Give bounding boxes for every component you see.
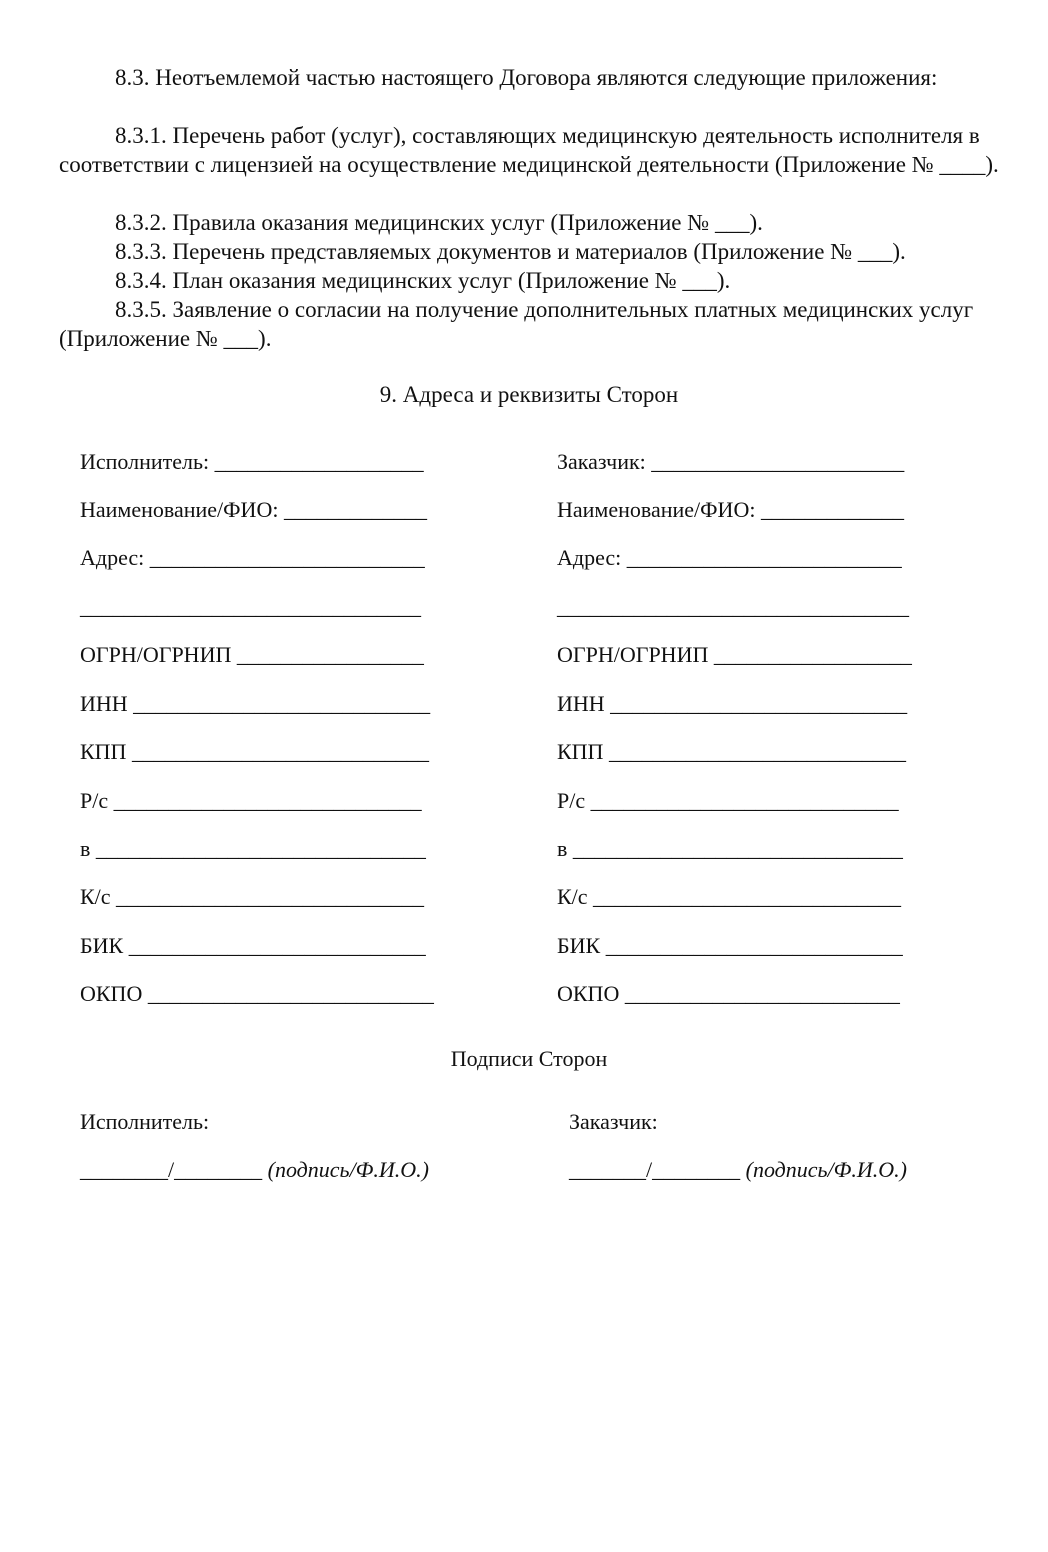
clause-8-3-3: 8.3.3. Перечень представляемых документов и материалов (Приложение № ___). bbox=[115, 239, 906, 264]
executor-bik-field: БИК ___________________________ bbox=[80, 933, 426, 958]
executor-ogrn-field: ОГРН/ОГРНИП _________________ bbox=[80, 642, 424, 667]
customer-signature-blank: _______/________ bbox=[569, 1157, 741, 1182]
customer-address-field: Адрес: _________________________ bbox=[557, 545, 902, 570]
executor-address-line2: _______________________________ bbox=[80, 594, 421, 619]
clause-8-3-2: 8.3.2. Правила оказания медицинских услуг (Приложение № ___). bbox=[115, 210, 763, 235]
executor-role-field: Исполнитель: ___________________ bbox=[80, 449, 424, 474]
customer-ogrn-field: ОГРН/ОГРНИП __________________ bbox=[557, 642, 912, 667]
customer-bank-field: в ______________________________ bbox=[557, 836, 903, 861]
executor-signature-label: Исполнитель: bbox=[80, 1109, 210, 1134]
executor-kpp-field: КПП ___________________________ bbox=[80, 739, 429, 764]
customer-role-field: Заказчик: _______________________ bbox=[557, 449, 905, 474]
clause-8-3: 8.3. Неотъемлемой частью настоящего Договора являются следующие приложения: bbox=[115, 65, 938, 90]
executor-name-field: Наименование/ФИО: _____________ bbox=[80, 497, 427, 522]
executor-ks-field: К/с ____________________________ bbox=[80, 884, 425, 909]
executor-signature-blank: ________/________ bbox=[80, 1157, 263, 1182]
executor-signature-hint: (подпись/Ф.И.О.) bbox=[267, 1157, 429, 1182]
executor-inn-field: ИНН ___________________________ bbox=[80, 691, 431, 716]
clause-8-3-1: 8.3.1. Перечень работ (услуг), составляющих медицинскую деятельность исполнителя в соответствии с лицензией на осуществление медицинской деятельности (Приложение № ____). bbox=[59, 123, 999, 177]
customer-inn-field: ИНН ___________________________ bbox=[557, 691, 908, 716]
clause-8-3-4: 8.3.4. План оказания медицинских услуг (Приложение № ___). bbox=[115, 268, 731, 293]
customer-okpo-field: ОКПО _________________________ bbox=[557, 981, 900, 1006]
customer-signature-line bbox=[569, 1157, 907, 1183]
customer-name-field: Наименование/ФИО: _____________ bbox=[557, 497, 904, 522]
customer-bik-field: БИК ___________________________ bbox=[557, 933, 903, 958]
customer-signature-hint: (подпись/Ф.И.О.) bbox=[745, 1157, 907, 1182]
customer-signature-label: Заказчик: bbox=[569, 1109, 658, 1134]
clause-8-3-5: 8.3.5. Заявление о согласии на получение дополнительных платных медицинских услуг (Приложение № ___). bbox=[59, 297, 974, 351]
customer-address-line2: ________________________________ bbox=[557, 594, 909, 619]
signatures-title: Подписи Сторон bbox=[450, 1046, 608, 1071]
executor-okpo-field: ОКПО __________________________ bbox=[80, 981, 434, 1006]
executor-address-field: Адрес: _________________________ bbox=[80, 545, 425, 570]
customer-rs-field: Р/с ____________________________ bbox=[557, 788, 899, 813]
executor-rs-field: Р/с ____________________________ bbox=[80, 788, 422, 813]
executor-signature-line bbox=[80, 1157, 429, 1183]
customer-kpp-field: КПП ___________________________ bbox=[557, 739, 906, 764]
executor-bank-field: в ______________________________ bbox=[80, 836, 426, 861]
section-9-title: 9. Адреса и реквизиты Сторон bbox=[379, 382, 679, 407]
customer-ks-field: К/с ____________________________ bbox=[557, 884, 902, 909]
